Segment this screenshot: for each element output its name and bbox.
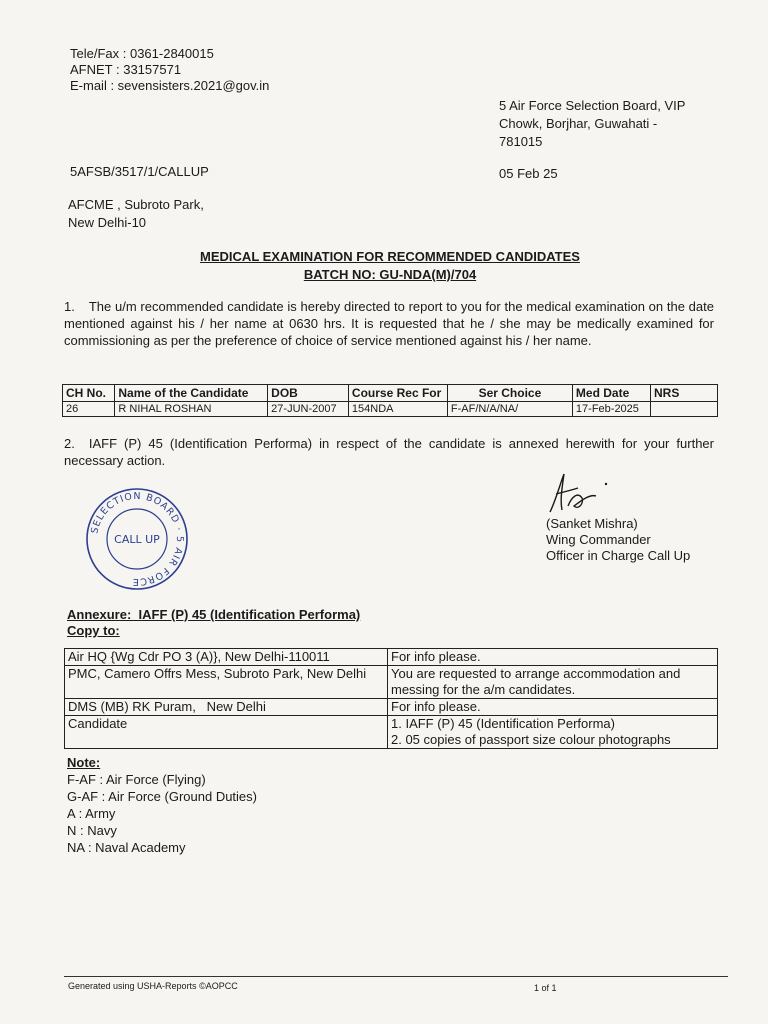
sender-address [499, 97, 685, 151]
stamp-ring-text: SELECTION BOARD · 5 AIR FORCE [89, 490, 186, 588]
note-item: N : Navy [67, 823, 117, 838]
table-row [65, 666, 718, 699]
copy-recipient: Air HQ {Wg Cdr PO 3 (A)}, New Delhi-110011 [65, 649, 388, 666]
copy-action: You are requested to arrange accommodation and messing for the a/m candidates. [388, 666, 718, 699]
recipient-line-2: New Delhi-10 [68, 215, 147, 230]
note-item: F-AF : Air Force (Flying) [67, 772, 206, 787]
header-med-date: Med Date [572, 385, 650, 402]
afnet: AFNET : 33157571 [70, 62, 182, 77]
cell-ser-choice: F-AF/N/A/NA/ [447, 402, 572, 417]
cell-name: R NIHAL ROSHAN [115, 402, 268, 417]
copy-recipient: PMC, Camero Offrs Mess, Subroto Park, New Delhi [65, 666, 388, 699]
contact-block [70, 46, 269, 94]
note-item: NA : Naval Academy [67, 840, 186, 855]
address-line-1: 5 Air Force Selection Board, VIP [499, 98, 686, 113]
reference-number: 5AFSB/3517/1/CALLUP [70, 164, 209, 179]
signature-mark [538, 470, 618, 520]
header-nrs: NRS [651, 385, 718, 402]
table-row [63, 402, 718, 417]
callup-stamp [82, 484, 192, 594]
cell-nrs [651, 402, 718, 417]
letter-date: 05 Feb 25 [499, 166, 558, 181]
header-dob: DOB [268, 385, 349, 402]
paragraph-1 [64, 298, 714, 349]
note-title: Note: [67, 755, 101, 770]
cell-ch-no: 26 [63, 402, 115, 417]
copy-to-table [64, 648, 718, 749]
header-course: Course Rec For [348, 385, 447, 402]
footer-generated: Generated using USHA-Reports ©AOPCC [68, 981, 238, 991]
header-ser-choice: Ser Choice [447, 385, 572, 402]
paragraph-2-text: IAFF (P) 45 (Identification Performa) in respect of the candidate is annexed herewith for your further necessary action. [64, 436, 714, 468]
recipient-line-1: AFCME , Subroto Park, [68, 197, 204, 212]
signatory-designation: Officer in Charge Call Up [546, 548, 691, 563]
stamp-center-text: CALL UP [114, 533, 160, 546]
note-item: A : Army [67, 806, 116, 821]
signature-block [546, 516, 690, 564]
table-row [65, 649, 718, 666]
paragraph-2 [64, 435, 714, 469]
paragraph-1-number: 1. [64, 299, 75, 314]
note-item: G-AF : Air Force (Ground Duties) [67, 789, 257, 804]
signatory-rank: Wing Commander [546, 532, 651, 547]
copy-action: For info please. [388, 649, 718, 666]
copy-action: For info please. [388, 699, 718, 716]
address-line-3: 781015 [499, 134, 543, 149]
tele-fax: Tele/Fax : 0361-2840015 [70, 46, 214, 61]
recipient-address [68, 196, 204, 232]
batch-number: BATCH NO: GU-NDA(M)/704 [303, 267, 477, 282]
copy-to-label: Copy to: [67, 623, 120, 638]
paragraph-2-number: 2. [64, 436, 75, 451]
paragraph-1-text: The u/m recommended candidate is hereby directed to report to you for the medical examination on the date mentioned against his / her name at 0630 hrs. It is requested that he / she may be medically examined for commissioning as per the preference of choice of service mentioned against his / her name. [64, 299, 714, 348]
header-name: Name of the Candidate [115, 385, 268, 402]
note-block [67, 754, 257, 856]
footer-page-number: 1 of 1 [534, 983, 557, 993]
signatory-name: (Sanket Mishra) [546, 516, 638, 531]
document-title: MEDICAL EXAMINATION FOR RECOMMENDED CANDIDATES [200, 249, 580, 264]
email: E-mail : sevensisters.2021@gov.in [70, 78, 270, 93]
annexure-block [67, 607, 360, 639]
address-line-2: Chowk, Borjhar, Guwahati - [499, 116, 658, 131]
header-ch-no: CH No. [63, 385, 115, 402]
cell-dob: 27-JUN-2007 [268, 402, 349, 417]
annexure-line: Annexure: IAFF (P) 45 (Identification Performa) [67, 607, 361, 622]
footer-divider [64, 976, 728, 977]
table-row [65, 699, 718, 716]
cell-med-date: 17-Feb-2025 [572, 402, 650, 417]
table-row [65, 716, 718, 749]
copy-recipient: DMS (MB) RK Puram, New Delhi [65, 699, 388, 716]
candidate-table-header [63, 385, 718, 402]
copy-action: 1. IAFF (P) 45 (Identification Performa) 2. 05 copies of passport size colour photographs [388, 716, 718, 749]
copy-recipient: Candidate [65, 716, 388, 749]
candidate-table [62, 384, 718, 417]
cell-course: 154NDA [348, 402, 447, 417]
